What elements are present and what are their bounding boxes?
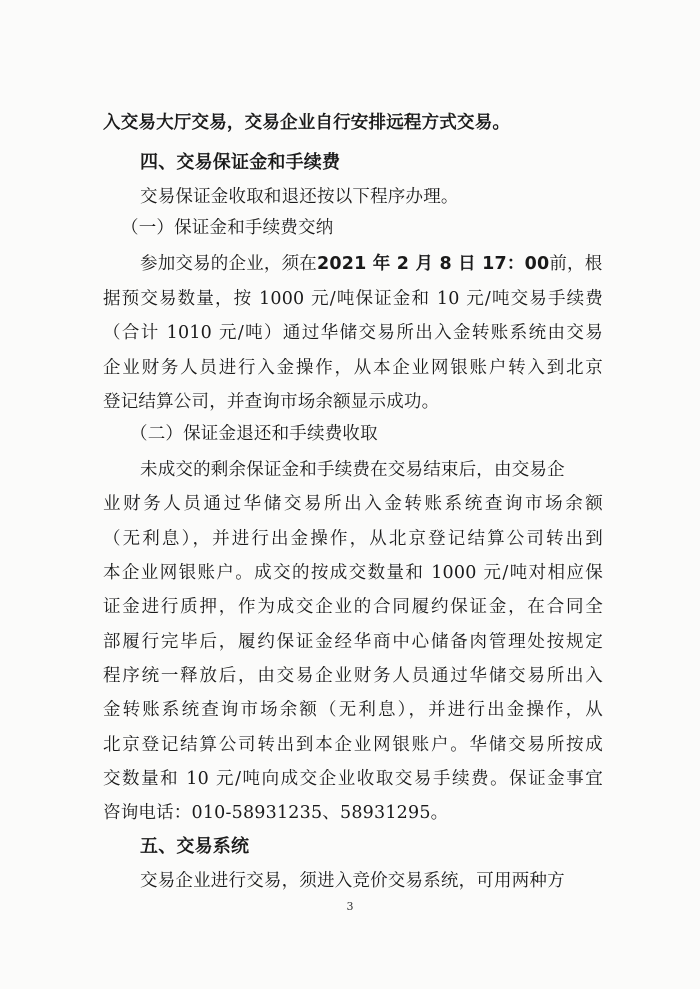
paragraph-line: 咨询电话：010-58931235、58931295。 — [103, 803, 449, 823]
paragraph-text: 参加交易的企业，须在 — [140, 254, 317, 274]
paragraph-line: 据预交易数量，按 1000 元/吨保证金和 10 元/吨交易手续费 — [103, 289, 603, 309]
paragraph-line: 程序统一释放后，由交易企业财务人员通过华储交易所出入 — [103, 666, 603, 686]
paragraph-line: （合计 1010 元/吨）通过华储交易所出入金转账系统由交易 — [103, 323, 603, 343]
paragraph-line — [140, 253, 640, 275]
paragraph-line: （无利息），并进行出金操作，从北京登记结算公司转出到 — [103, 529, 603, 549]
paragraph-line: 部履行完毕后，履约保证金经华商中心储备肉管理处按规定 — [103, 632, 603, 652]
paragraph-line: 金转账系统查询市场余额（无利息），并进行出金操作，从 — [103, 700, 603, 720]
section-heading: 四、交易保证金和手续费 — [140, 152, 341, 173]
paragraph-line: 交数量和 10 元/吨向成交企业收取交易手续费。保证金事宜 — [103, 769, 603, 789]
paragraph-line: 业财务人员通过华储交易所出入金转账系统查询市场余额 — [103, 494, 603, 514]
subsection-heading: （二）保证金退还和手续费收取 — [130, 424, 378, 444]
paragraph-line: 交易企业进行交易，须进入竞价交易系统，可用两种方 — [140, 871, 565, 891]
paragraph-text: 前，根 — [549, 254, 603, 274]
paragraph-line: 登记结算公司，并查询市场余额显示成功。 — [103, 392, 440, 412]
paragraph-line: 证金进行质押，作为成交企业的合同履约保证金，在合同全 — [103, 597, 603, 617]
text-line: 入交易大厅交易，交易企业自行安排远程方式交易。 — [103, 113, 511, 133]
paragraph-line: 本企业网银账户。成交的按成交数量和 1000 元/吨对相应保 — [103, 563, 603, 583]
page-number: 3 — [346, 900, 354, 913]
paragraph-line: 北京登记结算公司转出到本企业网银账户。华储交易所按成 — [103, 735, 603, 755]
paragraph-line: 企业财务人员进行入金操作，从本企业网银账户转入到北京 — [103, 358, 603, 378]
deadline-text: 2021 年 2 月 8 日 17：00 — [317, 254, 550, 274]
section-heading: 五、交易系统 — [140, 836, 250, 857]
paragraph-line: 交易保证金收取和退还按以下程序办理。 — [140, 187, 459, 207]
subsection-heading: （一）保证金和手续费交纳 — [121, 218, 334, 238]
paragraph-line: 未成交的剩余保证金和手续费在交易结束后，由交易企 — [140, 460, 565, 480]
